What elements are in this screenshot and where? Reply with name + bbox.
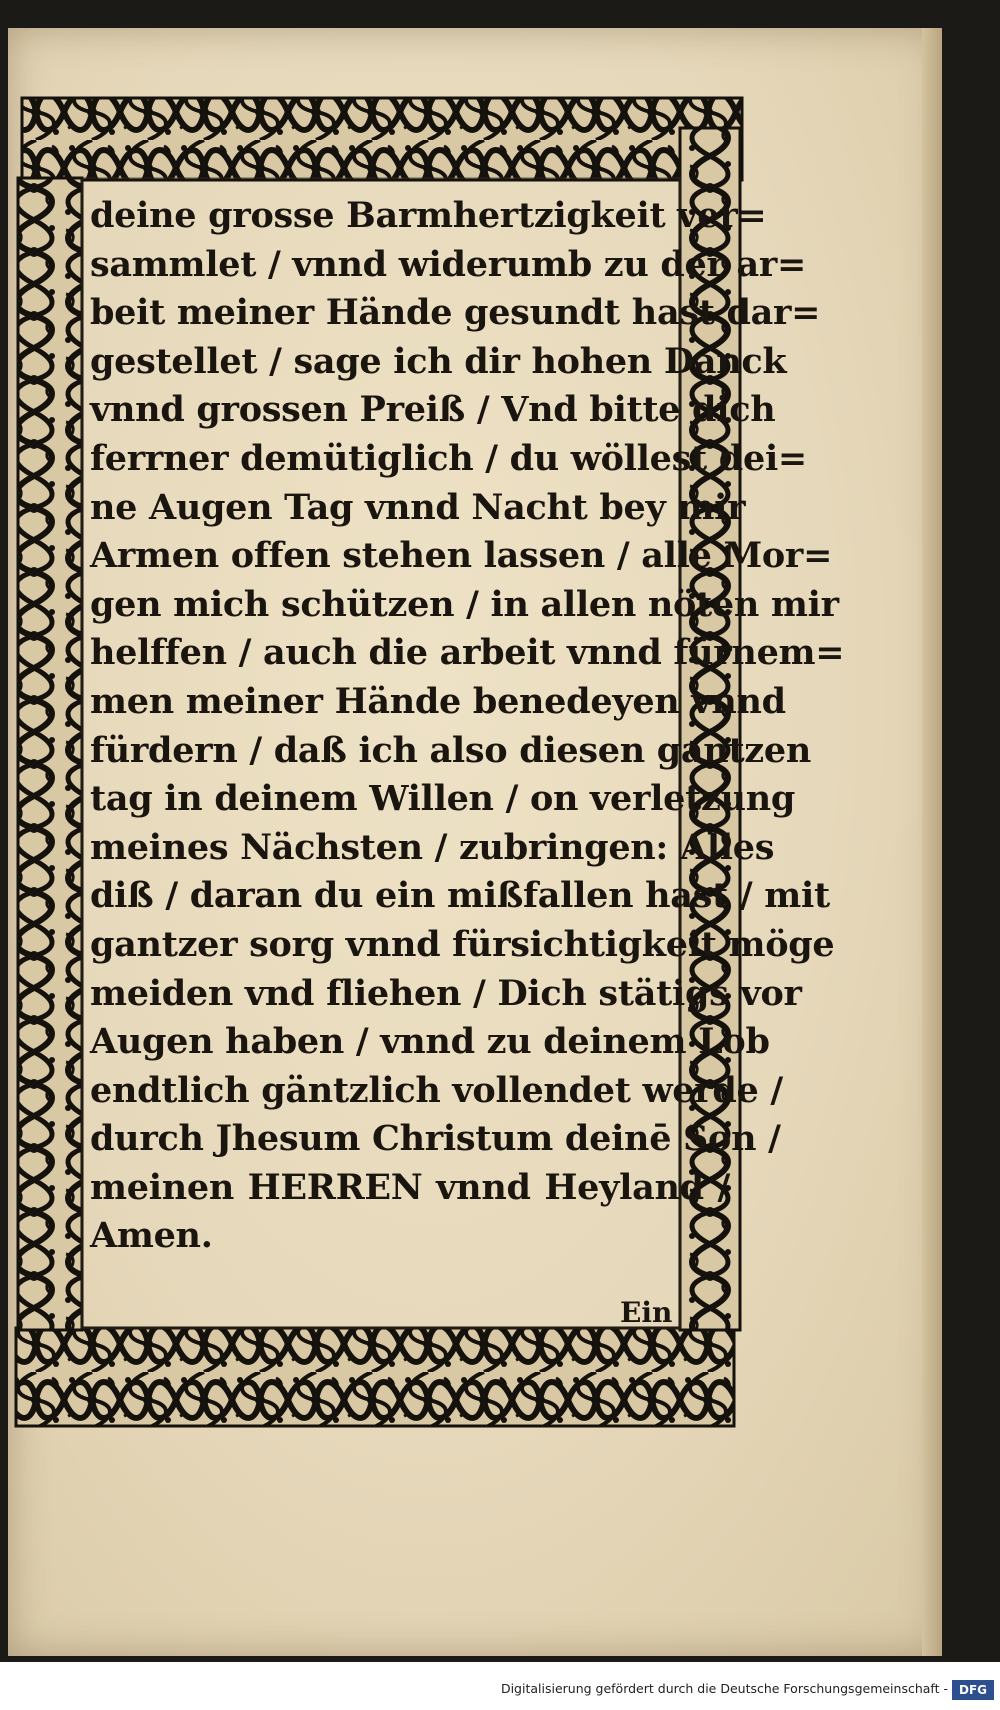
- text-line: Augen haben / vnnd zu deinem Lob: [90, 1021, 770, 1063]
- text-line: gestellet / sage ich dir hohen Danck: [90, 340, 787, 382]
- text-line: ferrner demütiglich / du wöllest dei=: [90, 437, 807, 479]
- text-line: helffen / auch die arbeit vnnd fürnem=: [90, 632, 845, 674]
- text-line: durch Jhesum Christum deinē Son /: [90, 1118, 781, 1160]
- footer-bar: [0, 1662, 1000, 1710]
- dfg-logo: DFG: [952, 1680, 994, 1700]
- text-line: diß / daran du ein mißfallen hast / mit: [90, 875, 830, 917]
- text-line: fürdern / daß ich also diesen gantzen: [90, 729, 811, 771]
- text-line: gantzer sorg vnnd fürsichtigkeit möge: [90, 923, 835, 965]
- text-line: ne Augen Tag vnnd Nacht bey mir: [90, 486, 746, 528]
- text-line: Amen.: [90, 1215, 213, 1257]
- border-left: [18, 178, 82, 1330]
- text-line: meiden vnd fliehen / Dich stätigs vor: [90, 972, 802, 1014]
- text-line: Armen offen stehen lassen / alle Mor=: [90, 535, 833, 577]
- text-line: beit meiner Hände gesundt hast dar=: [90, 292, 821, 334]
- text-line: meinen HERREN vnnd Heyland /: [90, 1166, 730, 1208]
- text-line: sammlet / vnnd widerumb zu der ar=: [90, 243, 807, 285]
- text-line: tag in deinem Willen / on verletzung: [90, 778, 796, 820]
- text-line: men meiner Hände benedeyen vnnd: [90, 680, 786, 722]
- text-line: deine grosse Barmhertzigkeit ver=: [90, 195, 767, 236]
- book-page: [8, 28, 942, 1656]
- text-line: endtlich gäntzlich vollendet werde /: [90, 1069, 783, 1111]
- text-line: gen mich schützen / in allen nöten mir: [90, 583, 839, 625]
- funding-credit: Digitalisierung gefördert durch die Deutsche Forschungsgemeinschaft -: [500, 1681, 948, 1696]
- catchword: Ein: [620, 1296, 673, 1329]
- text-line: vnnd grossen Preiß / Vnd bitte dich: [90, 389, 776, 431]
- border-bottom: [16, 1328, 734, 1426]
- border-top: [22, 98, 742, 180]
- prayer-text: [90, 192, 845, 1261]
- text-line: meines Nächsten / zubringen: Alles: [90, 826, 775, 868]
